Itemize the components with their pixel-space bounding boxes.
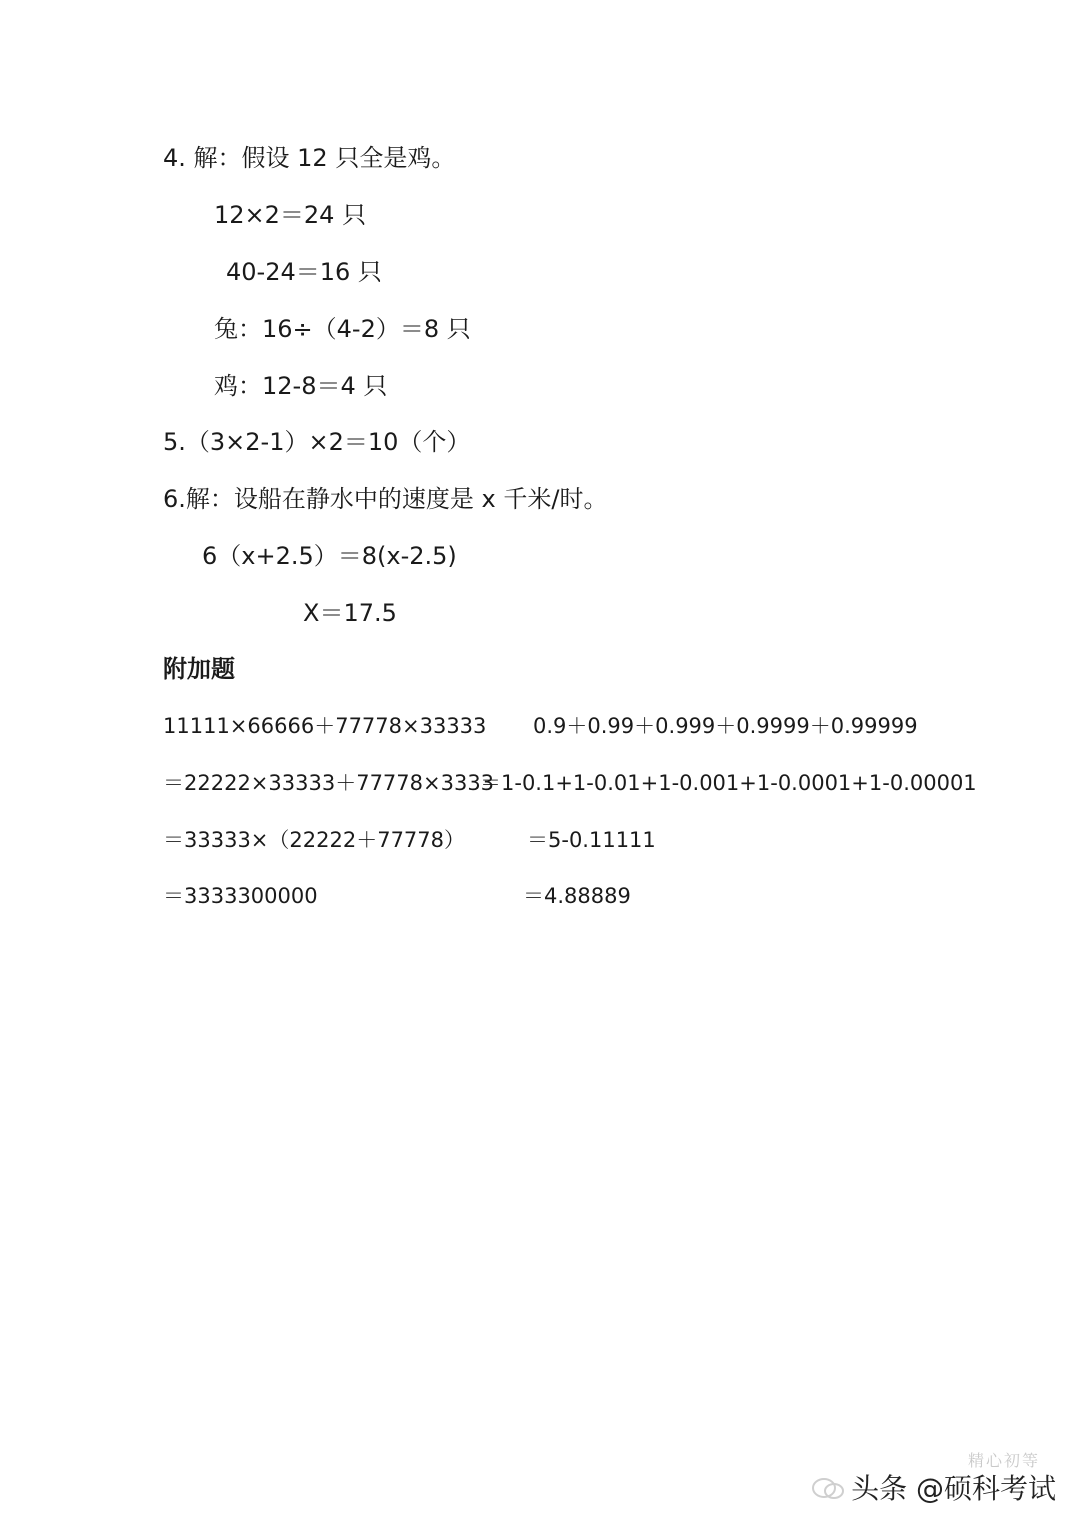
problem-4-title: 4. 解：假设 12 只全是鸡。	[163, 144, 456, 172]
problem-4-step-3: 兔：16÷（4-2）＝8 只	[214, 315, 471, 343]
extra-right-line-3: ＝5-0.11111	[527, 828, 656, 852]
extra-right-line-4: ＝4.88889	[523, 884, 631, 908]
toutiao-watermark	[811, 1467, 1056, 1507]
problem-6-title: 6.解：设船在静水中的速度是 x 千米/时。	[163, 485, 608, 513]
faint-watermark-text: 精心初等	[967, 1451, 1040, 1470]
extra-left-line-1: 11111×66666＋77778×33333	[163, 714, 487, 738]
problem-6-equation: 6（x+2.5）＝8(x-2.5)	[202, 542, 457, 570]
extra-right-line-2: ＝1-0.1+1-0.01+1-0.001+1-0.0001+1-0.00001	[480, 771, 977, 795]
extra-heading: 附加题	[163, 655, 235, 683]
problem-6-answer: X＝17.5	[303, 599, 397, 627]
problem-4-step-2: 40-24＝16 只	[226, 258, 382, 286]
extra-left-line-4: ＝3333300000	[163, 884, 318, 908]
problem-4-step-1: 12×2＝24 只	[214, 201, 367, 229]
extra-left-line-3: ＝33333×（22222＋77778）	[163, 828, 466, 852]
wechat-icon	[811, 1475, 845, 1499]
extra-left-line-2: ＝22222×33333＋77778×3333	[163, 771, 495, 795]
extra-right-line-1: 0.9＋0.99＋0.999＋0.9999＋0.99999	[533, 714, 918, 738]
problem-4-step-4: 鸡：12-8＝4 只	[214, 372, 388, 400]
problem-5-line: 5.（3×2-1）×2＝10（个）	[163, 428, 471, 456]
watermark-text: 头条 @硕科考试	[851, 1472, 1056, 1505]
